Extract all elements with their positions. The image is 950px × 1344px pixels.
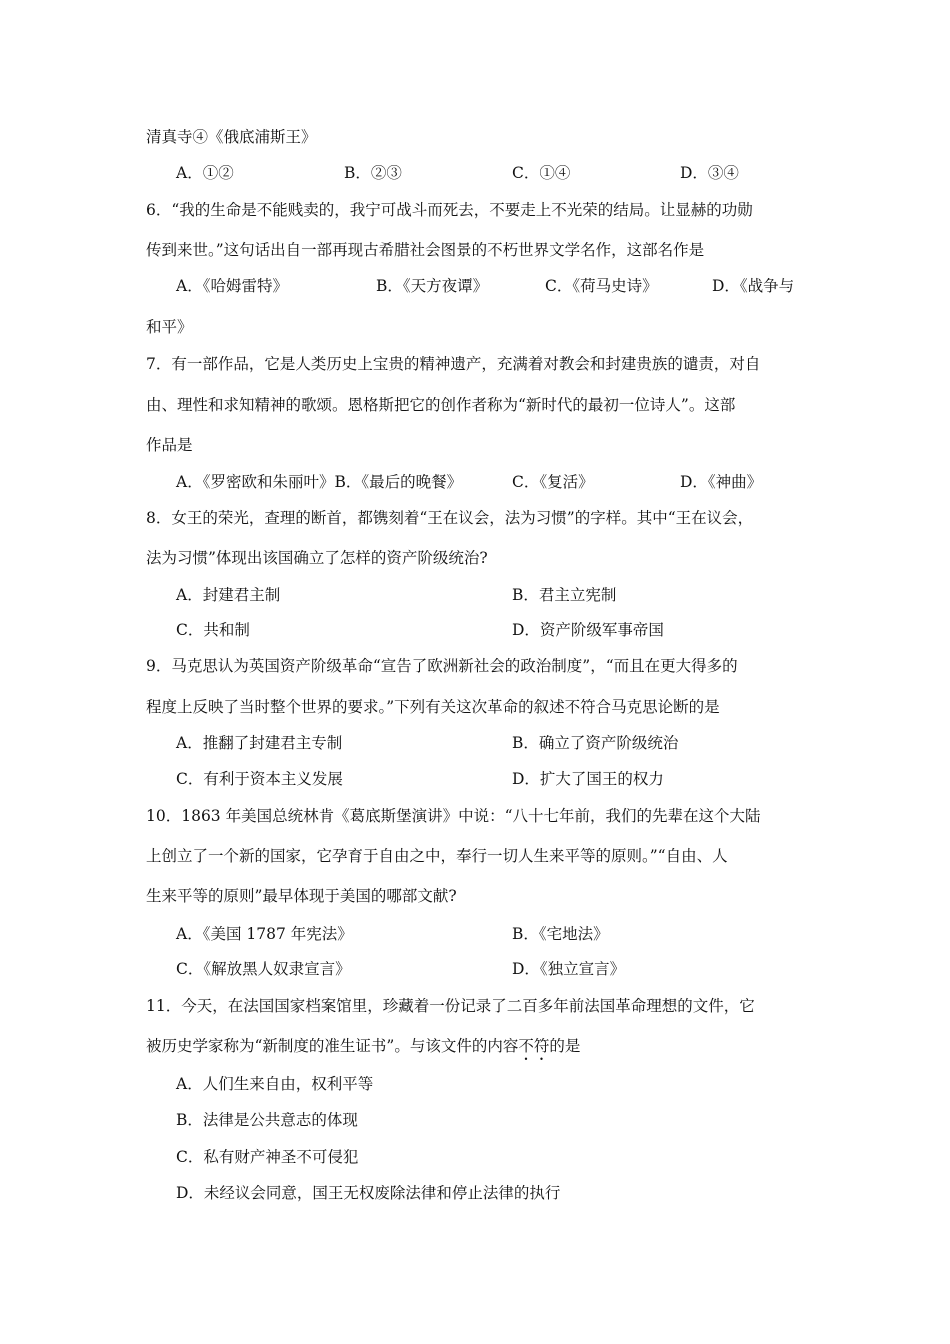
q8-option-a: A．封建君主制 (176, 586, 281, 604)
q5-option-b: B．②③ (344, 164, 402, 182)
q9-option-b: B．确立了资产阶级统治 (512, 734, 679, 752)
q6-option-c: C．《荷马史诗》 (545, 277, 658, 295)
q9-stem-line-2: 程度上反映了当时整个世界的要求。”下列有关这次革命的叙述不符合马克思论断的是 (146, 698, 720, 716)
q5-option-a: A．①② (176, 164, 234, 182)
q5-option-d: D．③④ (680, 164, 739, 182)
q11-stem-line-1: 11．今天，在法国国家档案馆里，珍藏着一份记录了二百多年前法国革命理想的文件，它 (146, 997, 755, 1015)
q9-option-a: A．推翻了封建君主专制 (176, 734, 343, 752)
q9-stem-line-1: 9．马克思认为英国资产阶级革命“宣告了欧洲新社会的政治制度”，“而且在更大得多的 (146, 657, 738, 675)
q6-option-d-wrap: 和平》 (146, 318, 193, 336)
q10-option-b: B．《宅地法》 (512, 925, 609, 943)
q11-stem-line-2-post: 的是 (549, 1037, 581, 1055)
q10-stem-line-1: 10．1863 年美国总统林肯《葛底斯堡演讲》中说：“八十七年前，我们的先辈在这个大陆 (146, 807, 761, 825)
q7-option-d: D．《神曲》 (680, 473, 763, 491)
q11-option-d: D．未经议会同意，国王无权废除法律和停止法律的执行 (176, 1184, 561, 1202)
q7-stem-line-3: 作品是 (146, 436, 193, 454)
q8-option-d: D．资产阶级军事帝国 (512, 621, 664, 639)
q7-option-c: C．《复活》 (512, 473, 594, 491)
q10-option-a: A．《美国 1787 年宪法》 (176, 925, 353, 943)
q5-tail: 清真寺④《俄底浦斯王》 (146, 128, 317, 146)
q7-stem-line-2: 由、理性和求知精神的歌颂。恩格斯把它的创作者称为“新时代的最初一位诗人”。这部 (146, 396, 736, 414)
q11-option-a: A．人们生来自由，权利平等 (176, 1075, 374, 1093)
q6-option-d: D．《战争与 (712, 277, 795, 295)
q8-stem-line-2: 法为习惯”体现出该国确立了怎样的资产阶级统治? (146, 549, 488, 567)
q10-stem-line-2: 上创立了一个新的国家，它孕育于自由之中，奉行一切人生来平等的原则。”“自由、人 (146, 847, 728, 865)
q6-stem-line-1: 6．“我的生命是不能贱卖的，我宁可战斗而死去，不要走上不光荣的结局。让显赫的功勋 (146, 201, 753, 219)
q7-option-ab: A．《罗密欧和朱丽叶》B．《最后的晚餐》 (176, 473, 463, 491)
q11-stem-line-2 (146, 1036, 580, 1056)
q11-emphasis-text: 不符 (518, 1037, 550, 1055)
q11-option-b: B．法律是公共意志的体现 (176, 1111, 358, 1129)
q8-option-c: C．共和制 (176, 621, 250, 639)
q6-stem-line-2: 传到来世。”这句话出自一部再现古希腊社会图景的不朽世界文学名作，这部名作是 (146, 241, 705, 259)
q9-option-d: D．扩大了国王的权力 (512, 770, 664, 788)
q8-option-b: B．君主立宪制 (512, 586, 617, 604)
q6-option-a: A．《哈姆雷特》 (176, 277, 288, 295)
q10-option-d: D．《独立宣言》 (512, 960, 626, 978)
q8-stem-line-1: 8．女王的荣光，查理的断首，都镌刻着“王在议会，法为习惯”的字样。其中“王在议会， (146, 509, 754, 527)
q10-stem-line-3: 生来平等的原则”最早体现于美国的哪部文献? (146, 887, 457, 905)
q5-option-c: C．①④ (512, 164, 571, 182)
q6-option-b: B．《天方夜谭》 (376, 277, 489, 295)
q11-option-c: C．私有财产神圣不可侵犯 (176, 1148, 359, 1166)
q7-stem-line-1: 7．有一部作品，它是人类历史上宝贵的精神遗产，充满着对教会和封建贵族的谴责，对自 (146, 355, 761, 373)
q9-option-c: C．有利于资本主义发展 (176, 770, 343, 788)
q10-option-c: C．《解放黑人奴隶宣言》 (176, 960, 351, 978)
q11-stem-line-2-pre: 被历史学家称为“新制度的准生证书”。与该文件的内容 (146, 1037, 519, 1055)
